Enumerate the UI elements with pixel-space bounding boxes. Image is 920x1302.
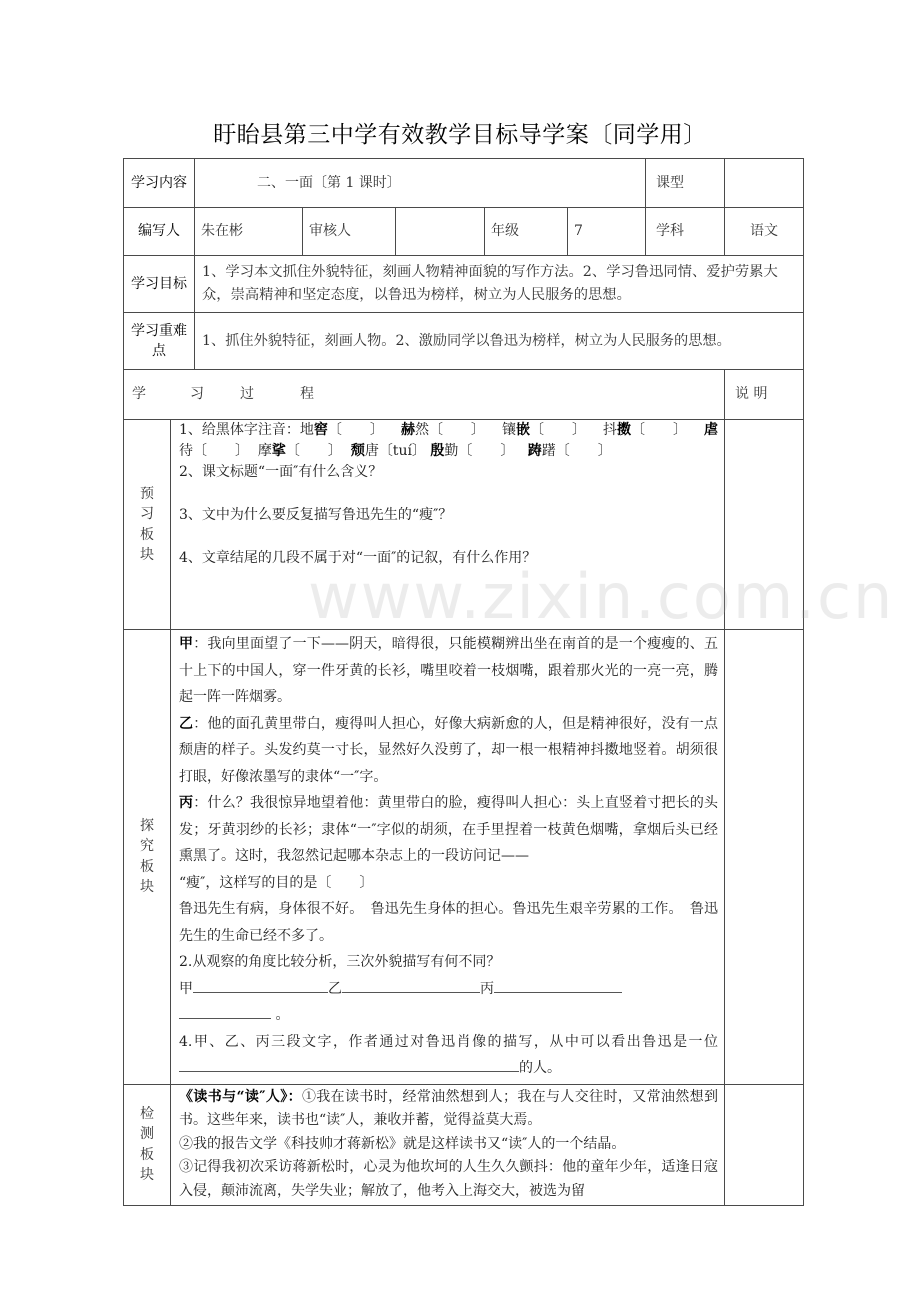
fill-blank-yi[interactable] — [342, 978, 480, 993]
label-char: 块 — [140, 1167, 154, 1184]
value-study-content: 二、一面〔第 1 课时〕 — [195, 159, 646, 208]
value-lesson-type — [725, 159, 804, 208]
label-char: 块 — [140, 879, 154, 896]
label-char: 究 — [140, 838, 154, 855]
test-notes — [725, 1084, 804, 1206]
section-label-test — [124, 1084, 171, 1206]
passage-jia: 甲：我向里面望了一下——阴天，暗得很，只能模糊辨出坐在南首的是一个瘦瘦的、五十上下的中国人，穿一件牙黄的长衫，嘴里咬着一枝烟嘴，跟着那火光的一亮一亮，腾起一阵一阵烟雾。 — [179, 636, 719, 705]
fill-blank-q4[interactable] — [179, 1057, 519, 1072]
page-title: 盱眙县第三中学有效教学目标导学案〔同学用〕 — [213, 122, 707, 148]
label-subject: 学科 — [646, 208, 725, 256]
row-test — [124, 1084, 804, 1206]
row-process-header — [124, 370, 804, 420]
label-char: 预 — [140, 485, 154, 502]
goals-text: 1、学习本文抓住外貌特征，刻画人物精神面貌的写作方法。2、学习鲁迅同情、爱护劳累大众，崇高精神和坚定态度，以鲁迅为榜样，树立为人民服务的思想。 — [195, 256, 804, 313]
row-content — [124, 159, 804, 208]
fill-blank-cont[interactable] — [179, 1004, 271, 1019]
value-author: 朱在彬 — [195, 208, 303, 256]
preview-q4: 4、文章结尾的几段不属于对“一面″的记叙，有什么作用？ — [179, 550, 537, 566]
passage-bing: 丙：什么？我很惊异地望着他：黄里带白的脸，瘦得叫人担心：头上直竖着寸把长的头发；牙黄羽纱的长衫；隶体“一″字似的胡须，在手里捏着一枝黄色烟嘴，拿烟后头已经熏黑了。这时，我忽然记起哪本杂志上的一段访问记—— — [179, 795, 719, 864]
label-lesson-type: 课型 — [646, 159, 725, 208]
test-p2: ②我的报告文学《科技帅才蒋新松》就是这样读书又“读″人的一个结晶。 — [179, 1135, 626, 1152]
test-p3: ③记得我初次采访蒋新松时，心灵为他坎坷的人生久久颤抖：他的童年少年，适逢日寇入侵，颠沛流离，失学失业；解放了，他考入上海交大，被选为留 — [179, 1159, 718, 1199]
explore-q1-options: 鲁迅先生有病，身体很不好。 鲁迅先生身体的担心。鲁迅先生艰辛劳累的工作。 鲁迅先生的生命已经不多了。 — [179, 901, 718, 944]
preview-content — [171, 420, 725, 630]
preview-q1: 1、给黑体字注音：地窖〔 〕 赫然〔 〕 镶嵌〔 〕 抖擞〔 〕 虐 — [179, 422, 718, 438]
process-char: 学 — [132, 386, 146, 403]
row-explore — [124, 630, 804, 1085]
notes-heading: 说 明 — [725, 370, 804, 420]
label-char: 习 — [140, 506, 154, 523]
explore-q1: “瘦″，这样写的目的是〔 〕 — [179, 874, 374, 891]
process-char: 程 — [300, 386, 314, 403]
test-p1: 《读书与“读″人》：①我在读书时，经常油然想到人；我在与人交往时，又常油然想到书。这些年来，读书也“读″人，兼收并蓄，觉得益莫大焉。 — [179, 1088, 719, 1128]
key-points-text: 1、抓住外貌特征，刻画人物。2、激励同学以鲁迅为榜样，树立为人民服务的思想。 — [195, 313, 804, 370]
label-author: 编写人 — [124, 208, 195, 256]
label-grade: 年级 — [485, 208, 568, 256]
row-preview — [124, 420, 804, 630]
passage-yi: 乙：他的面孔黄里带白，瘦得叫人担心，好像大病新愈的人，但是精神很好，没有一点颓唐的样子。头发约莫一寸长，显然好久没剪了，却一根一根精神抖擞地竖着。胡须很打眼，好像浓墨写的隶体“一″字。 — [179, 715, 719, 785]
section-label-explore — [124, 630, 171, 1085]
value-reviewer — [396, 208, 485, 256]
process-char: 习 — [190, 386, 204, 403]
label-reviewer: 审核人 — [303, 208, 396, 256]
explore-notes — [725, 630, 804, 1085]
label-char: 测 — [140, 1126, 154, 1143]
label-char: 探 — [140, 818, 154, 835]
value-subject: 语文 — [725, 208, 804, 256]
label-char: 检 — [140, 1106, 154, 1123]
explore-q2-fill: 甲 乙 丙 — [179, 976, 718, 1003]
explore-q4: 4.甲、乙、丙三段文字，作者通过对鲁迅肖像的描写，从中可以看出鲁迅是一位的人。 — [179, 1033, 718, 1076]
explore-q2-fill-cont: 。 — [179, 1002, 718, 1029]
label-study-content: 学习内容 — [124, 159, 195, 208]
lesson-plan-table — [123, 158, 804, 1206]
label-char: 板 — [140, 858, 154, 875]
row-goals — [124, 256, 804, 313]
section-label-preview — [124, 420, 171, 630]
fill-blank-jia[interactable] — [193, 978, 328, 993]
process-heading — [124, 370, 725, 420]
fill-blank-bing[interactable] — [494, 978, 622, 993]
label-char: 板 — [140, 1146, 154, 1163]
preview-q1-line2: 待〔 〕 摩挲〔 〕 颓唐〔tuí〕 殷勤〔 〕 踌躇〔 〕 — [179, 443, 612, 459]
explore-content — [171, 630, 725, 1085]
row-key-points — [124, 313, 804, 370]
value-grade: 7 — [568, 208, 646, 256]
preview-notes — [725, 420, 804, 630]
process-char: 过 — [240, 386, 254, 403]
preview-q2: 2、课文标题“一面″有什么含义？ — [179, 464, 383, 480]
label-char: 块 — [140, 546, 154, 563]
label-goals: 学习目标 — [124, 256, 195, 313]
label-key-points: 学习重难点 — [124, 313, 195, 370]
row-meta — [124, 208, 804, 256]
test-content — [171, 1084, 725, 1206]
label-char: 板 — [140, 526, 154, 543]
preview-q3: 3、文中为什么要反复描写鲁迅先生的“瘦″？ — [179, 507, 453, 523]
explore-q2: 2.从观察的角度比较分析，三次外貌描写有何不同？ — [179, 954, 501, 970]
watermark: www.zixin.com.cn — [308, 560, 895, 633]
